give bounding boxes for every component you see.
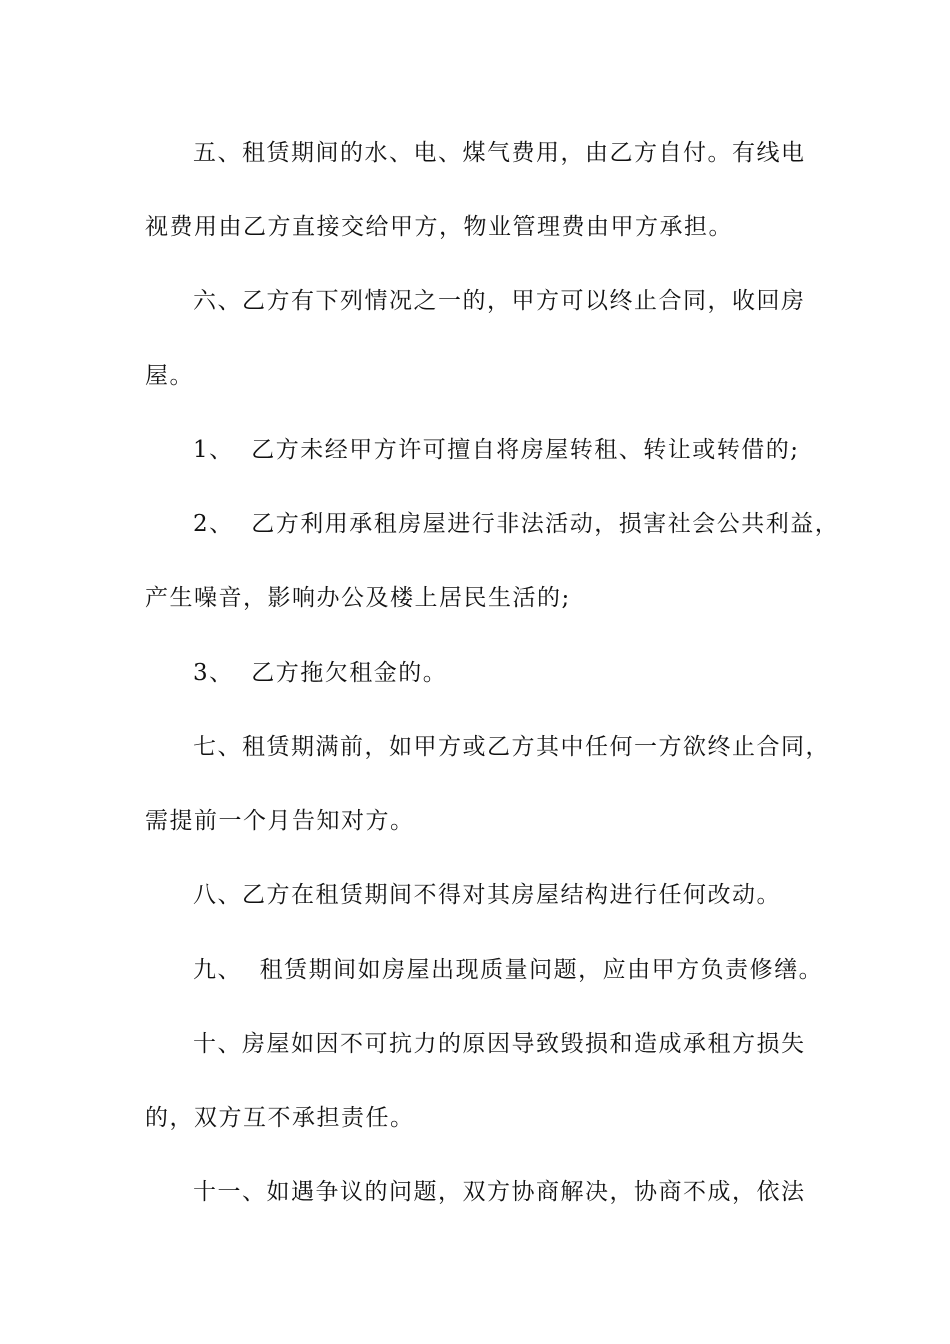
clause-6-item-1: 1、 乙方未经甲方许可擅自将房屋转租、转让或转借的; bbox=[193, 437, 800, 463]
paragraph-6-line-2: 屋。 bbox=[145, 363, 194, 389]
paragraph-5-line-2: 视费用由乙方直接交给甲方，物业管理费由甲方承担。 bbox=[145, 214, 733, 240]
paragraph-10-line-1: 十、房屋如因不可抗力的原因导致毁损和造成承租方损失 bbox=[193, 1031, 806, 1057]
paragraph-6-line-1: 六、乙方有下列情况之一的，甲方可以终止合同，收回房 bbox=[193, 288, 806, 314]
paragraph-9: 九、 租赁期间如房屋出现质量问题，应由甲方负责修缮。 bbox=[193, 957, 824, 983]
paragraph-7-line-2: 需提前一个月告知对方。 bbox=[145, 808, 415, 834]
paragraph-11-line-1: 十一、如遇争议的问题，双方协商解决，协商不成，依法 bbox=[193, 1179, 806, 1205]
paragraph-8: 八、乙方在租赁期间不得对其房屋结构进行任何改动。 bbox=[193, 882, 781, 908]
paragraph-7-line-1: 七、租赁期满前，如甲方或乙方其中任何一方欲终止合同， bbox=[193, 734, 830, 760]
paragraph-5-line-1: 五、租赁期间的水、电、煤气费用，由乙方自付。有线电 bbox=[193, 140, 806, 166]
clause-6-item-2-line-1: 2、 乙方利用承租房屋进行非法活动，损害社会公共利益， bbox=[193, 511, 840, 537]
clause-6-item-2-line-2: 产生噪音，影响办公及楼上居民生活的; bbox=[145, 585, 571, 611]
paragraph-10-line-2: 的，双方互不承担责任。 bbox=[145, 1105, 415, 1131]
clause-6-item-3: 3、 乙方拖欠租金的。 bbox=[193, 660, 448, 686]
